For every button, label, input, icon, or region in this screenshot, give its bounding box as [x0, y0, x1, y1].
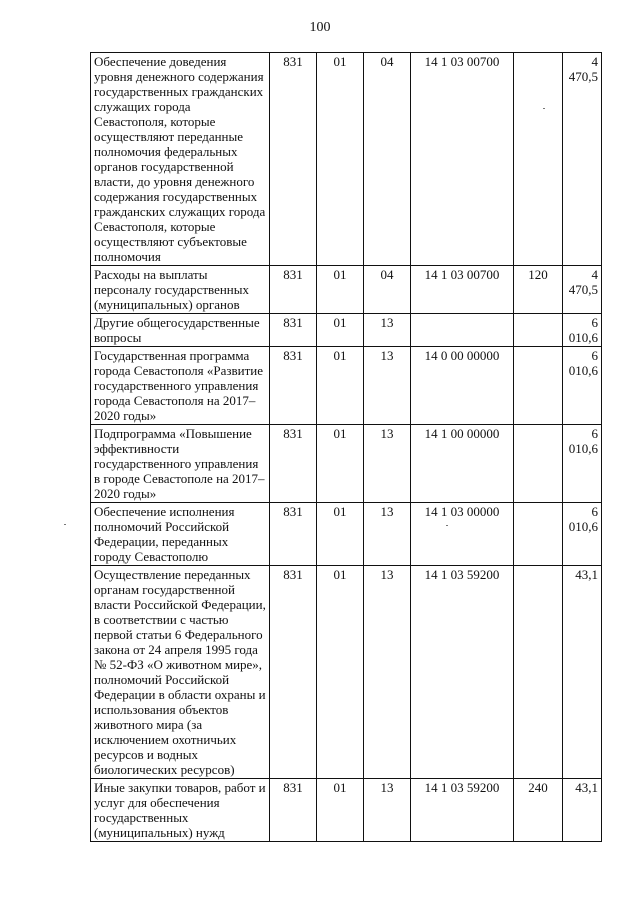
- expense-type-cell: 240: [514, 779, 563, 842]
- budget-table-body: [91, 53, 602, 842]
- scan-speck: [543, 108, 545, 109]
- section-code-cell: 01: [317, 347, 364, 425]
- expense-type-cell: [514, 347, 563, 425]
- table-row: [91, 779, 602, 842]
- grbs-code-cell: 831: [270, 779, 317, 842]
- budget-table: [90, 52, 602, 842]
- table-row: [91, 347, 602, 425]
- amount-cell: 6 010,6: [563, 503, 602, 566]
- grbs-code-cell: 831: [270, 347, 317, 425]
- row-name-cell: Подпрограмма «Повышение эффективности государственного управления в городе Севастополе на 2017–2020 годы»: [91, 425, 270, 503]
- expense-type-cell: [514, 53, 563, 266]
- row-name-cell: Обеспечение доведения уровня денежного содержания государственных гражданских служащих города Севастополя, которые осуществляют переданные полномочия федеральных органов государственной власти, до уровня денежного содержания государственных гражданских служащих города Севастополя, которые осуществляют субъектовые полномочия: [91, 53, 270, 266]
- expense-type-cell: [514, 314, 563, 347]
- section-code-cell: 01: [317, 779, 364, 842]
- target-article-cell: 14 1 03 00700: [411, 266, 514, 314]
- target-article-cell: 14 1 03 00000: [411, 503, 514, 566]
- subsection-code-cell: 13: [364, 503, 411, 566]
- table-row: [91, 314, 602, 347]
- row-name-cell: Другие общегосударственные вопросы: [91, 314, 270, 347]
- grbs-code-cell: 831: [270, 266, 317, 314]
- section-code-cell: 01: [317, 53, 364, 266]
- target-article-cell: 14 1 03 59200: [411, 779, 514, 842]
- target-article-cell: 14 1 03 00700: [411, 53, 514, 266]
- scan-speck: [446, 525, 448, 526]
- expense-type-cell: [514, 425, 563, 503]
- row-name-cell: Обеспечение исполнения полномочий Российской Федерации, переданных городу Севастополю: [91, 503, 270, 566]
- page-number: 100: [309, 20, 331, 35]
- table-row: [91, 566, 602, 779]
- scan-speck: [64, 524, 66, 525]
- amount-cell: 43,1: [563, 566, 602, 779]
- expense-type-cell: 120: [514, 266, 563, 314]
- section-code-cell: 01: [317, 314, 364, 347]
- grbs-code-cell: 831: [270, 566, 317, 779]
- grbs-code-cell: 831: [270, 425, 317, 503]
- subsection-code-cell: 04: [364, 53, 411, 266]
- table-row: [91, 503, 602, 566]
- row-name-cell: Государственная программа города Севастополя «Развитие государственного управления города Севастополя на 2017–2020 годы»: [91, 347, 270, 425]
- subsection-code-cell: 04: [364, 266, 411, 314]
- grbs-code-cell: 831: [270, 53, 317, 266]
- subsection-code-cell: 13: [364, 347, 411, 425]
- amount-cell: 6 010,6: [563, 314, 602, 347]
- subsection-code-cell: 13: [364, 425, 411, 503]
- section-code-cell: 01: [317, 425, 364, 503]
- row-name-cell: Расходы на выплаты персоналу государственных (муниципальных) органов: [91, 266, 270, 314]
- amount-cell: 43,1: [563, 779, 602, 842]
- grbs-code-cell: 831: [270, 503, 317, 566]
- amount-cell: 4 470,5: [563, 53, 602, 266]
- section-code-cell: 01: [317, 566, 364, 779]
- target-article-cell: 14 1 00 00000: [411, 425, 514, 503]
- section-code-cell: 01: [317, 266, 364, 314]
- expense-type-cell: [514, 566, 563, 779]
- table-row: [91, 53, 602, 266]
- subsection-code-cell: 13: [364, 779, 411, 842]
- subsection-code-cell: 13: [364, 314, 411, 347]
- expense-type-cell: [514, 503, 563, 566]
- row-name-cell: Иные закупки товаров, работ и услуг для обеспечения государственных (муниципальных) нужд: [91, 779, 270, 842]
- section-code-cell: 01: [317, 503, 364, 566]
- subsection-code-cell: 13: [364, 566, 411, 779]
- amount-cell: 4 470,5: [563, 266, 602, 314]
- amount-cell: 6 010,6: [563, 347, 602, 425]
- target-article-cell: 14 0 00 00000: [411, 347, 514, 425]
- target-article-cell: [411, 314, 514, 347]
- amount-cell: 6 010,6: [563, 425, 602, 503]
- row-name-cell: Осуществление переданных органам государственной власти Российской Федерации, в соответствии с частью первой статьи 6 Федерального закона от 24 апреля 1995 года № 52-ФЗ «О животном мире», полномочий Российской Федерации в области охраны и использования объектов животного мира (за исключением охотничьих ресурсов и водных биологических ресурсов): [91, 566, 270, 779]
- grbs-code-cell: 831: [270, 314, 317, 347]
- target-article-cell: 14 1 03 59200: [411, 566, 514, 779]
- table-row: [91, 266, 602, 314]
- table-row: [91, 425, 602, 503]
